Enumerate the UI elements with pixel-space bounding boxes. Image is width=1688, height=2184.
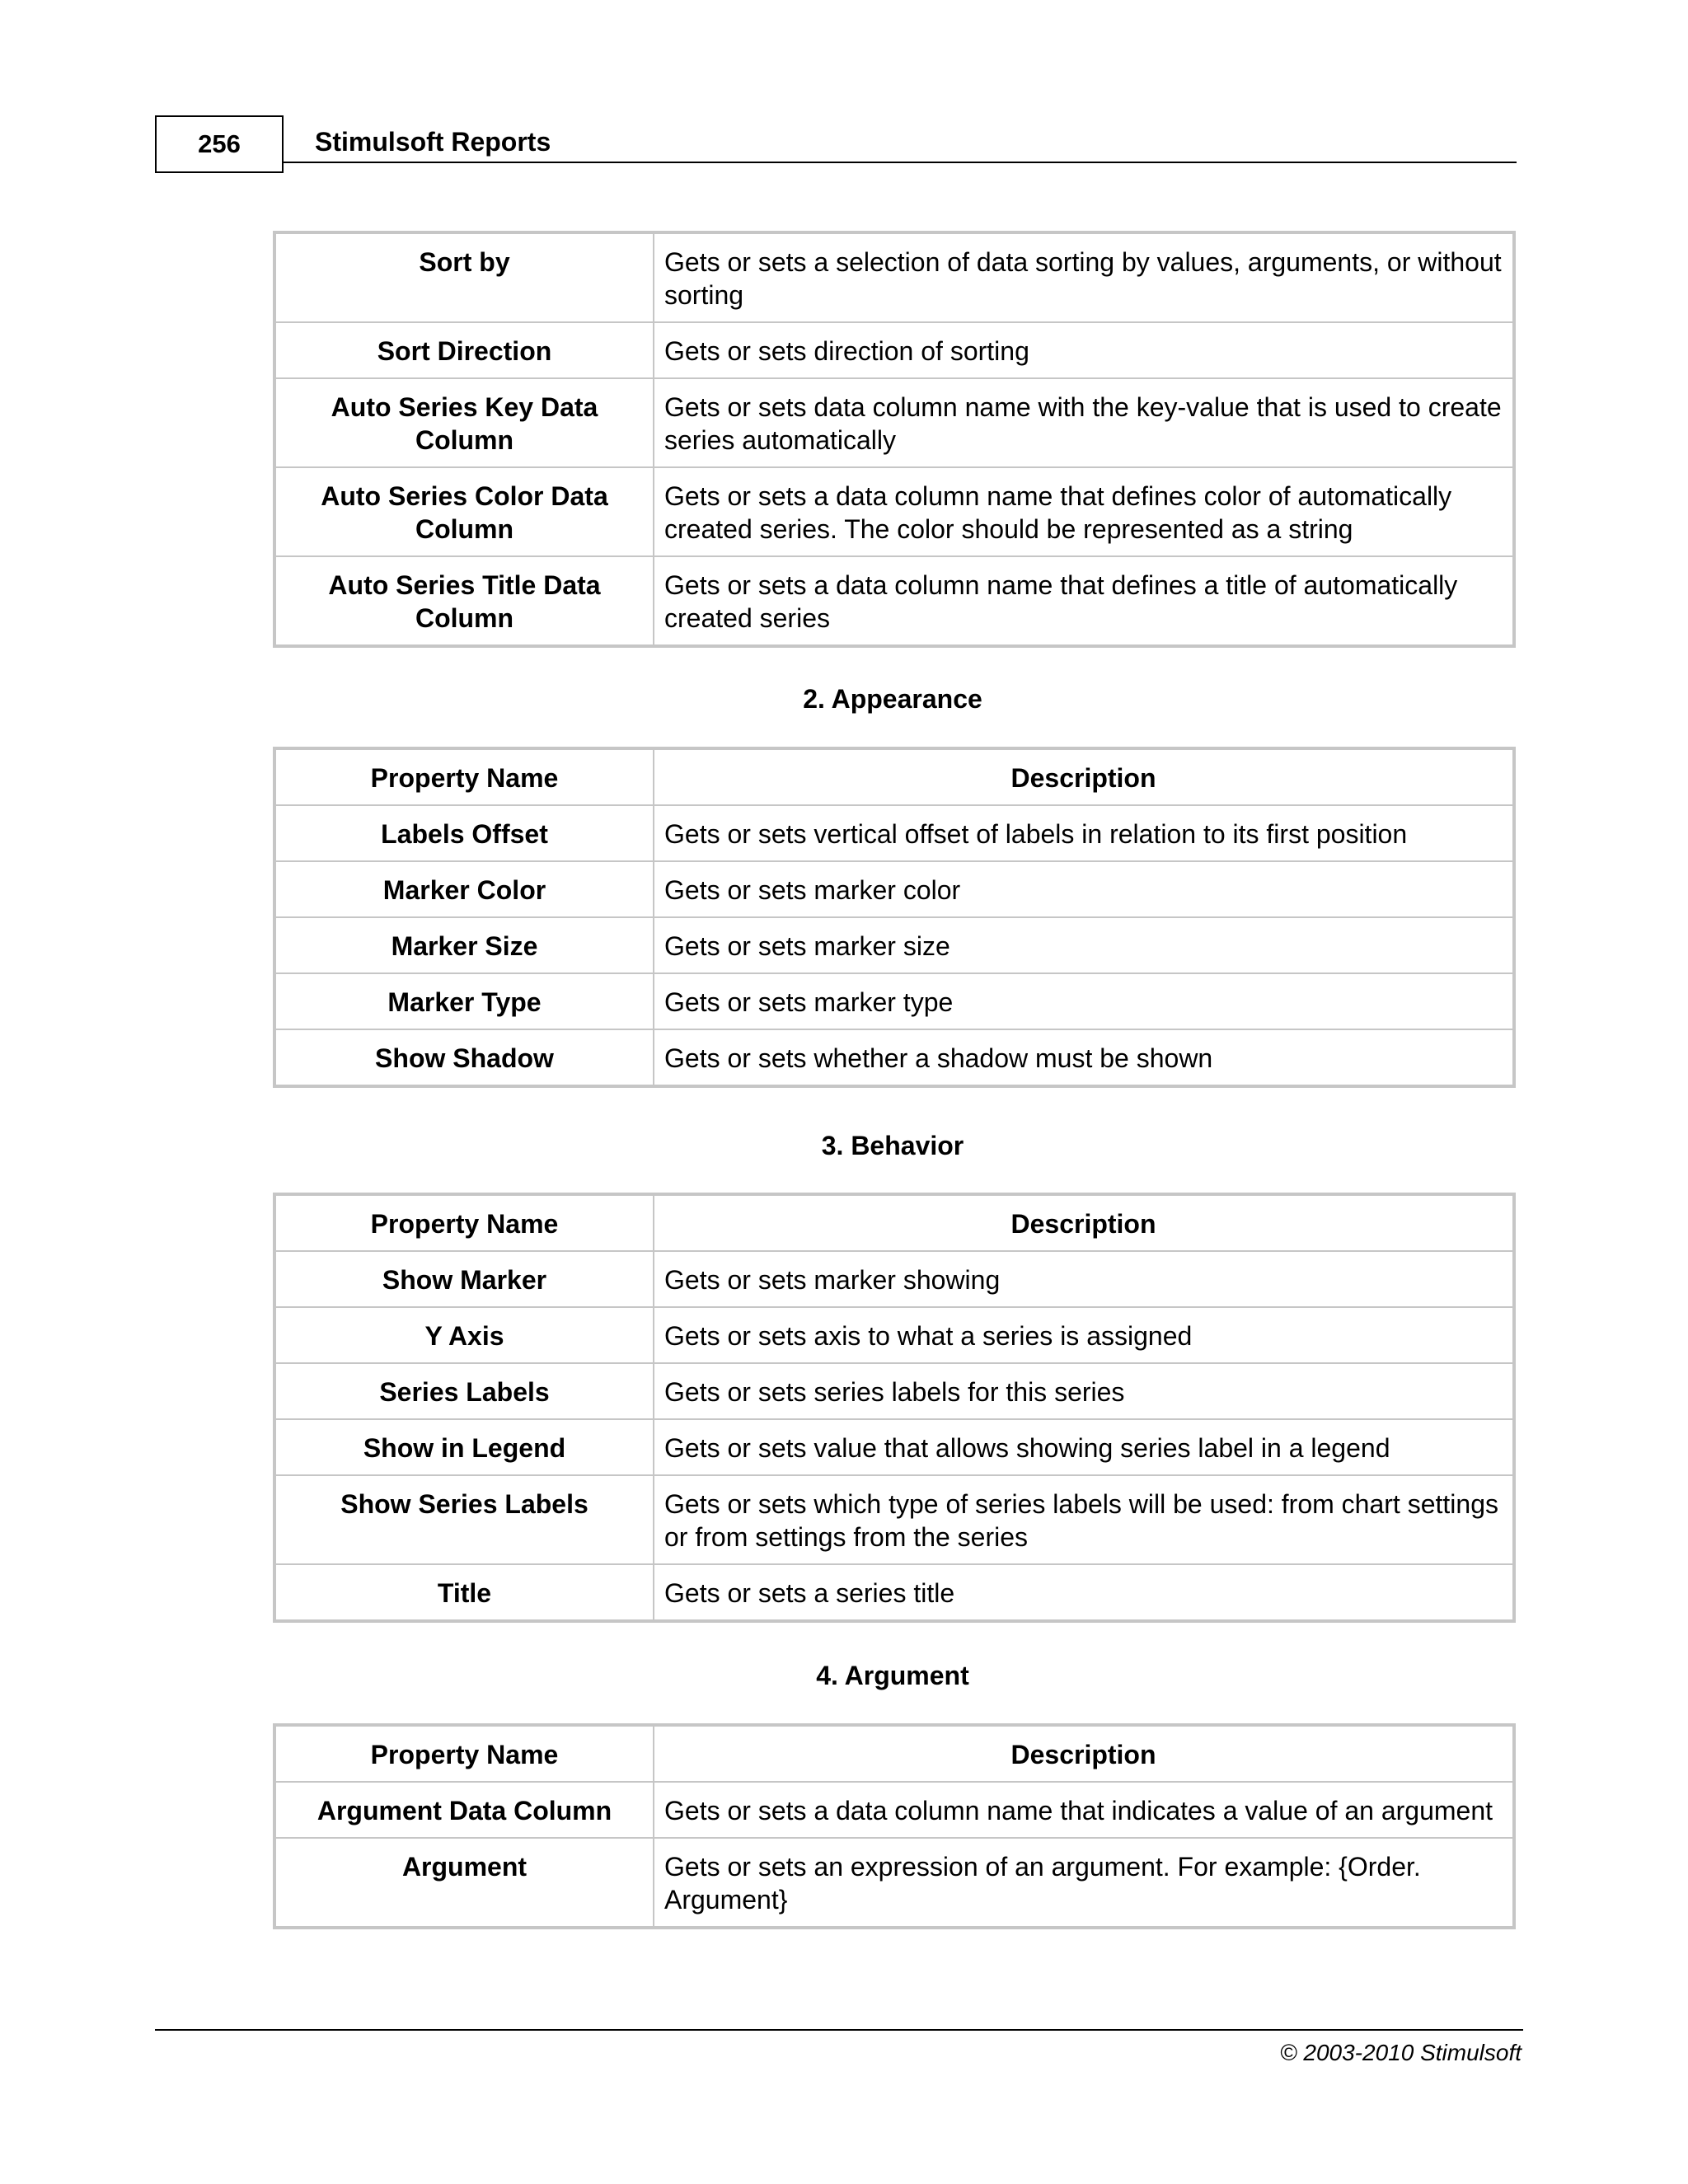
property-description: Gets or sets direction of sorting [654,322,1514,378]
property-name: Y Axis [274,1307,654,1363]
property-description: Gets or sets data column name with the key-value that is used to create series automatically [654,378,1514,467]
property-name: Auto Series Key Data Column [274,378,654,467]
property-name: Title [274,1564,654,1621]
property-name: Show Shadow [274,1029,654,1086]
column-header-property-name: Property Name [274,748,654,805]
property-name: Argument [274,1838,654,1928]
section-heading-appearance: 2. Appearance [803,684,982,714]
table-row [274,322,1514,378]
property-name: Show in Legend [274,1419,654,1475]
property-description: Gets or sets marker color [654,861,1514,917]
table-row [274,1782,1514,1838]
column-header-property-name: Property Name [274,1725,654,1782]
table-row [274,973,1514,1029]
property-description: Gets or sets marker showing [654,1251,1514,1307]
property-name: Marker Color [274,861,654,917]
column-header-property-name: Property Name [274,1194,654,1251]
property-description: Gets or sets a selection of data sorting by values, arguments, or without sorting [654,232,1514,322]
property-name: Show Marker [274,1251,654,1307]
property-description: Gets or sets axis to what a series is assigned [654,1307,1514,1363]
header-rule [284,162,1517,163]
table-row [274,1838,1514,1928]
property-name: Argument Data Column [274,1782,654,1838]
table-row [274,917,1514,973]
behavior-properties-table [273,1193,1516,1623]
table-row [274,1363,1514,1419]
table-row [274,1475,1514,1564]
column-header-description: Description [654,748,1514,805]
argument-properties-table [273,1723,1516,1929]
table-header-row [274,1725,1514,1782]
table-row [274,556,1514,646]
property-description: Gets or sets value that allows showing series label in a legend [654,1419,1514,1475]
table-header-row [274,748,1514,805]
property-name: Series Labels [274,1363,654,1419]
property-name: Show Series Labels [274,1475,654,1564]
property-description: Gets or sets marker type [654,973,1514,1029]
column-header-description: Description [654,1194,1514,1251]
property-name: Marker Size [274,917,654,973]
table-row [274,805,1514,861]
data-properties-table [273,231,1516,648]
property-name: Labels Offset [274,805,654,861]
property-description: Gets or sets a data column name that indicates a value of an argument [654,1782,1514,1838]
property-name: Auto Series Color Data Column [274,467,654,556]
property-name: Auto Series Title Data Column [274,556,654,646]
property-name: Sort Direction [274,322,654,378]
table-row [274,1419,1514,1475]
property-description: Gets or sets marker size [654,917,1514,973]
property-name: Sort by [274,232,654,322]
footer-rule [155,2029,1523,2031]
table-row [274,232,1514,322]
page-number: 256 [155,115,284,173]
footer-copyright: © 2003-2010 Stimulsoft [1279,2040,1522,2065]
property-description: Gets or sets whether a shadow must be shown [654,1029,1514,1086]
section-heading-argument: 4. Argument [816,1661,969,1690]
table-row [274,467,1514,556]
section-heading-behavior: 3. Behavior [821,1131,964,1160]
property-description: Gets or sets series labels for this series [654,1363,1514,1419]
property-description: Gets or sets a series title [654,1564,1514,1621]
table-row [274,378,1514,467]
property-description: Gets or sets an expression of an argument. For example: {Order. Argument} [654,1838,1514,1928]
property-description: Gets or sets a data column name that defines color of automatically created series. The color should be represented as a string [654,467,1514,556]
table-row [274,1251,1514,1307]
table-row [274,1029,1514,1086]
property-description: Gets or sets vertical offset of labels in relation to its first position [654,805,1514,861]
table-row [274,1307,1514,1363]
property-description: Gets or sets which type of series labels will be used: from chart settings or from settings from the series [654,1475,1514,1564]
column-header-description: Description [654,1725,1514,1782]
running-header-title: Stimulsoft Reports [315,127,551,157]
table-row [274,1564,1514,1621]
property-name: Marker Type [274,973,654,1029]
table-header-row [274,1194,1514,1251]
property-description: Gets or sets a data column name that defines a title of automatically created series [654,556,1514,646]
table-row [274,861,1514,917]
appearance-properties-table [273,747,1516,1088]
